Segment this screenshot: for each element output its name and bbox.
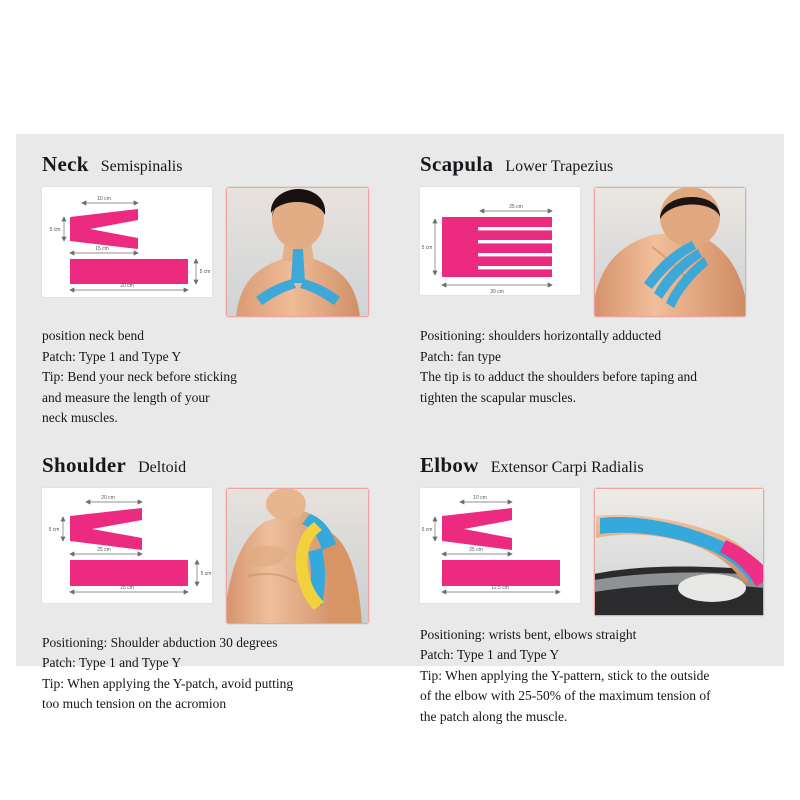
svg-text:5 cm: 5 cm: [421, 245, 433, 251]
caption-neck: [42, 326, 382, 429]
scapula-photo-illustration: [594, 187, 746, 317]
caption-scapula: [420, 326, 766, 408]
muscle-subtitle: Semispinalis: [100, 158, 183, 175]
media-row-elbow: [420, 488, 766, 616]
caption-line: too much tension on the acromion: [42, 696, 227, 712]
photo-neck: [226, 187, 369, 317]
caption-line: Positioning: shoulders horizontally adducted: [420, 328, 662, 343]
svg-text:12.5 cm: 12.5 cm: [491, 584, 509, 591]
instruction-sheet: [16, 134, 784, 724]
joint-title: Neck: [42, 152, 89, 176]
scapula-tape-shapes: [420, 187, 580, 295]
svg-text:25 cm: 25 cm: [97, 546, 111, 553]
elbow-photo-illustration: [594, 488, 764, 616]
svg-text:25 cm: 25 cm: [469, 546, 483, 553]
caption-line: Positioning: wrists bent, elbows straight: [420, 626, 637, 642]
shoulder-tape-shapes: [42, 488, 212, 603]
joint-title: Scapula: [420, 152, 494, 176]
caption-line: Positioning: Shoulder abduction 30 degrees: [42, 634, 278, 650]
caption-line: Patch: Type 1 and Type Y: [420, 647, 560, 663]
panel-heading-elbow: [420, 453, 766, 478]
caption-line: The tip is to adduct the shoulders before taping and: [420, 369, 698, 385]
diagram-shoulder: [42, 488, 212, 603]
joint-title: Shoulder: [42, 452, 127, 477]
caption-line: tighten the scapular muscles.: [420, 389, 576, 405]
shoulder-photo-illustration: [226, 488, 369, 624]
panel-neck: [16, 134, 400, 435]
muscle-subtitle: Extensor Carpi Radialis: [490, 458, 644, 476]
caption-line: Patch: fan type: [420, 348, 501, 364]
diagram-elbow: [420, 488, 580, 603]
svg-text:5 cm: 5 cm: [200, 570, 212, 577]
diagram-neck: [42, 187, 212, 297]
neck-photo-illustration: [226, 187, 369, 317]
panel-heading-scapula: [420, 152, 766, 177]
svg-text:30 cm: 30 cm: [490, 289, 504, 295]
joint-title: Elbow: [420, 452, 479, 477]
caption-line: the patch along the muscle.: [420, 708, 568, 724]
svg-text:15 cm: 15 cm: [95, 246, 109, 252]
media-row-neck: [42, 187, 382, 317]
caption-line: Patch: Type 1 and Type Y: [42, 655, 182, 671]
media-row-scapula: [420, 187, 766, 317]
neck-tape-shapes: [42, 187, 212, 297]
caption-line: Patch: Type 1 and Type Y: [42, 348, 182, 364]
muscle-subtitle: Deltoid: [138, 458, 187, 476]
caption-line: Tip: When applying the Y-pattern, stick to the outside: [420, 667, 710, 683]
svg-text:25 cm: 25 cm: [509, 204, 523, 210]
caption-line: of the elbow with 25-50% of the maximum tension of: [420, 688, 711, 704]
svg-text:25 cm: 25 cm: [120, 584, 134, 591]
photo-elbow: [594, 488, 764, 616]
panel-scapula: [400, 134, 784, 435]
panel-elbow: [400, 435, 784, 734]
svg-text:20 cm: 20 cm: [120, 283, 134, 289]
diagram-scapula: [420, 187, 580, 295]
caption-line: Tip: Bend your neck before sticking: [42, 369, 237, 385]
media-row-shoulder: [42, 488, 382, 624]
panel-grid: [16, 134, 784, 724]
photo-shoulder: [226, 488, 369, 624]
caption-line: position neck bend: [42, 328, 144, 343]
caption-line: neck muscles.: [42, 410, 118, 426]
svg-text:10 cm: 10 cm: [473, 494, 487, 501]
caption-elbow: [420, 625, 766, 728]
dim-label: 10 cm: [97, 196, 111, 202]
svg-text:20 cm: 20 cm: [101, 494, 115, 501]
svg-text:5 cm: 5 cm: [199, 269, 211, 275]
svg-text:5 cm: 5 cm: [48, 526, 60, 533]
caption-line: Tip: When applying the Y-patch, avoid putting: [42, 675, 294, 691]
photo-scapula: [594, 187, 746, 317]
panel-heading-shoulder: [42, 453, 382, 478]
caption-shoulder: [42, 633, 382, 715]
caption-line: and measure the length of your: [42, 389, 210, 405]
svg-text:5 cm: 5 cm: [49, 227, 61, 233]
svg-text:5 cm: 5 cm: [421, 526, 433, 533]
panel-shoulder: [16, 435, 400, 734]
elbow-tape-shapes: [420, 488, 580, 603]
panel-heading-neck: [42, 152, 382, 177]
muscle-subtitle: Lower Trapezius: [505, 158, 614, 175]
